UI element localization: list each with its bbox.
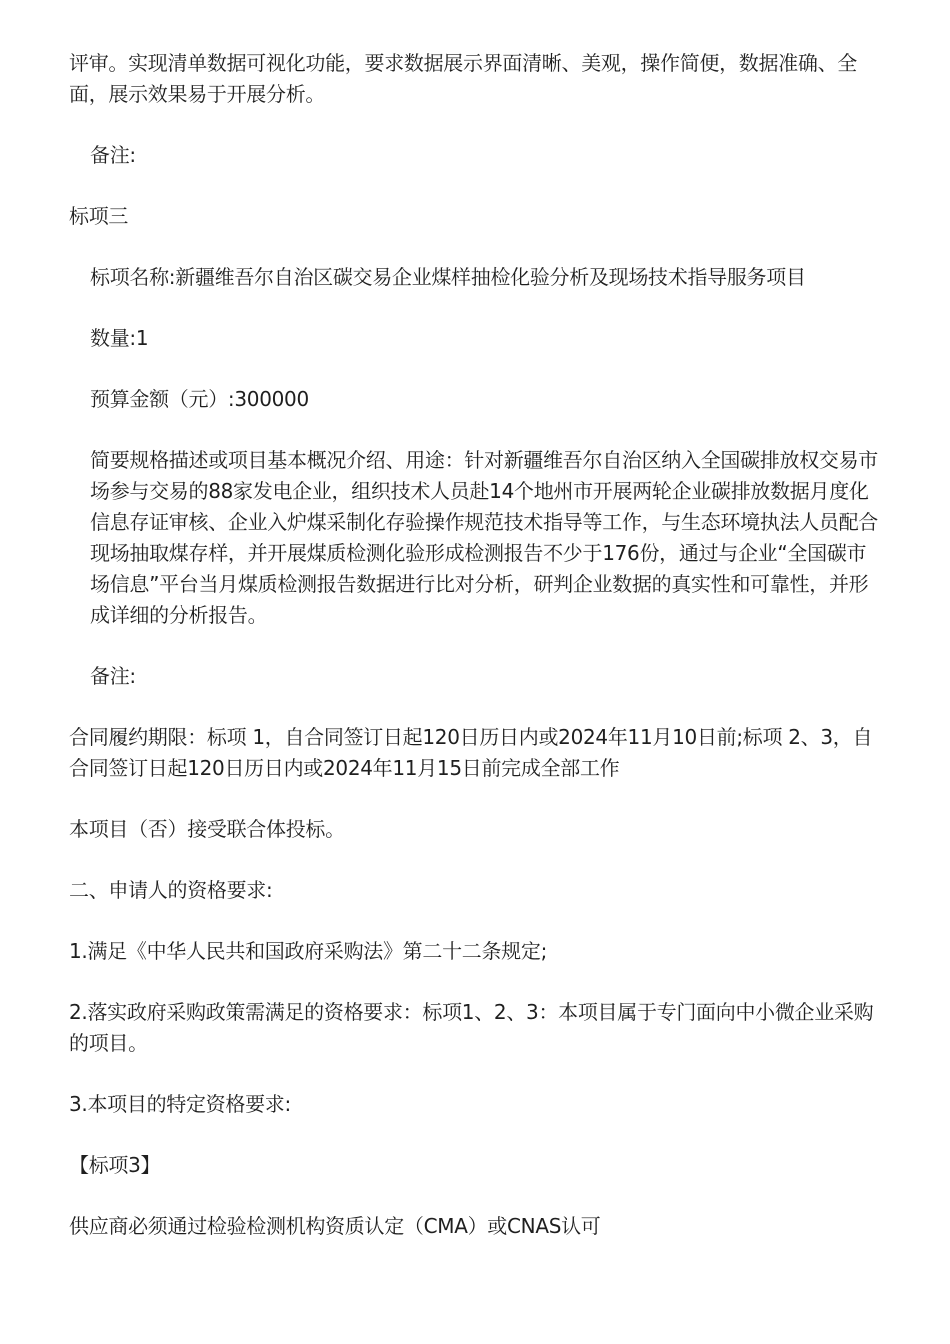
document-body [69, 48, 885, 1242]
qualification-item-3: 3.本项目的特定资格要求: [69, 1092, 291, 1116]
applicant-qualification-heading: 二、申请人的资格要求: [69, 878, 273, 902]
consortium-bidding-note: 本项目（否）接受联合体投标。 [69, 817, 345, 841]
qualification-item-2: 2.落实政府采购政策需满足的资格要求：标项1、2、3：本项目属于专门面向中小微企业采购的项目。 [69, 1000, 874, 1055]
qualification-item-1: 1.满足《中华人民共和国政府采购法》第二十二条规定; [69, 939, 548, 963]
lot-three-bracket-heading: 【标项3】 [69, 1153, 161, 1177]
remarks-label: 备注: [90, 143, 136, 167]
lot-three-heading: 标项三 [69, 204, 129, 228]
lot-description: 简要规格描述或项目基本概况介绍、用途：针对新疆维吾尔自治区纳入全国碳排放权交易市场参与交易的88家发电企业，组织技术人员赴14个地州市开展两轮企业碳排放数据月度化信息存证审核、企业入炉煤采制化存验操作规范技术指导等工作，与生态环境执法人员配合现场抽取煤存样，并开展煤质检测化验形成检测报告不少于176份，通过与企业“全国碳市场信息”平台当月煤质检测报告数据进行比对分析，研判企业数据的真实性和可靠性，并形成详细的分析报告。 [90, 448, 878, 627]
remarks-label: 备注: [90, 664, 136, 688]
lot-budget: 预算金额（元）:300000 [90, 387, 309, 411]
certification-requirement: 供应商必须通过检验检测机构资质认定（CMA）或CNAS认可 [69, 1214, 601, 1238]
lot-name: 标项名称:新疆维吾尔自治区碳交易企业煤样抽检化验分析及现场技术指导服务项目 [90, 265, 806, 289]
lot-quantity: 数量:1 [90, 326, 149, 350]
evaluation-requirement-paragraph: 评审。实现清单数据可视化功能，要求数据展示界面清晰、美观，操作简便，数据准确、全面，展示效果易于开展分析。 [69, 51, 857, 106]
contract-period: 合同履约期限：标项 1，自合同签订日起120日历日内或2024年11月10日前;标项 2、3，自合同签订日起120日历日内或2024年11月15日前完成全部工作 [69, 725, 873, 780]
